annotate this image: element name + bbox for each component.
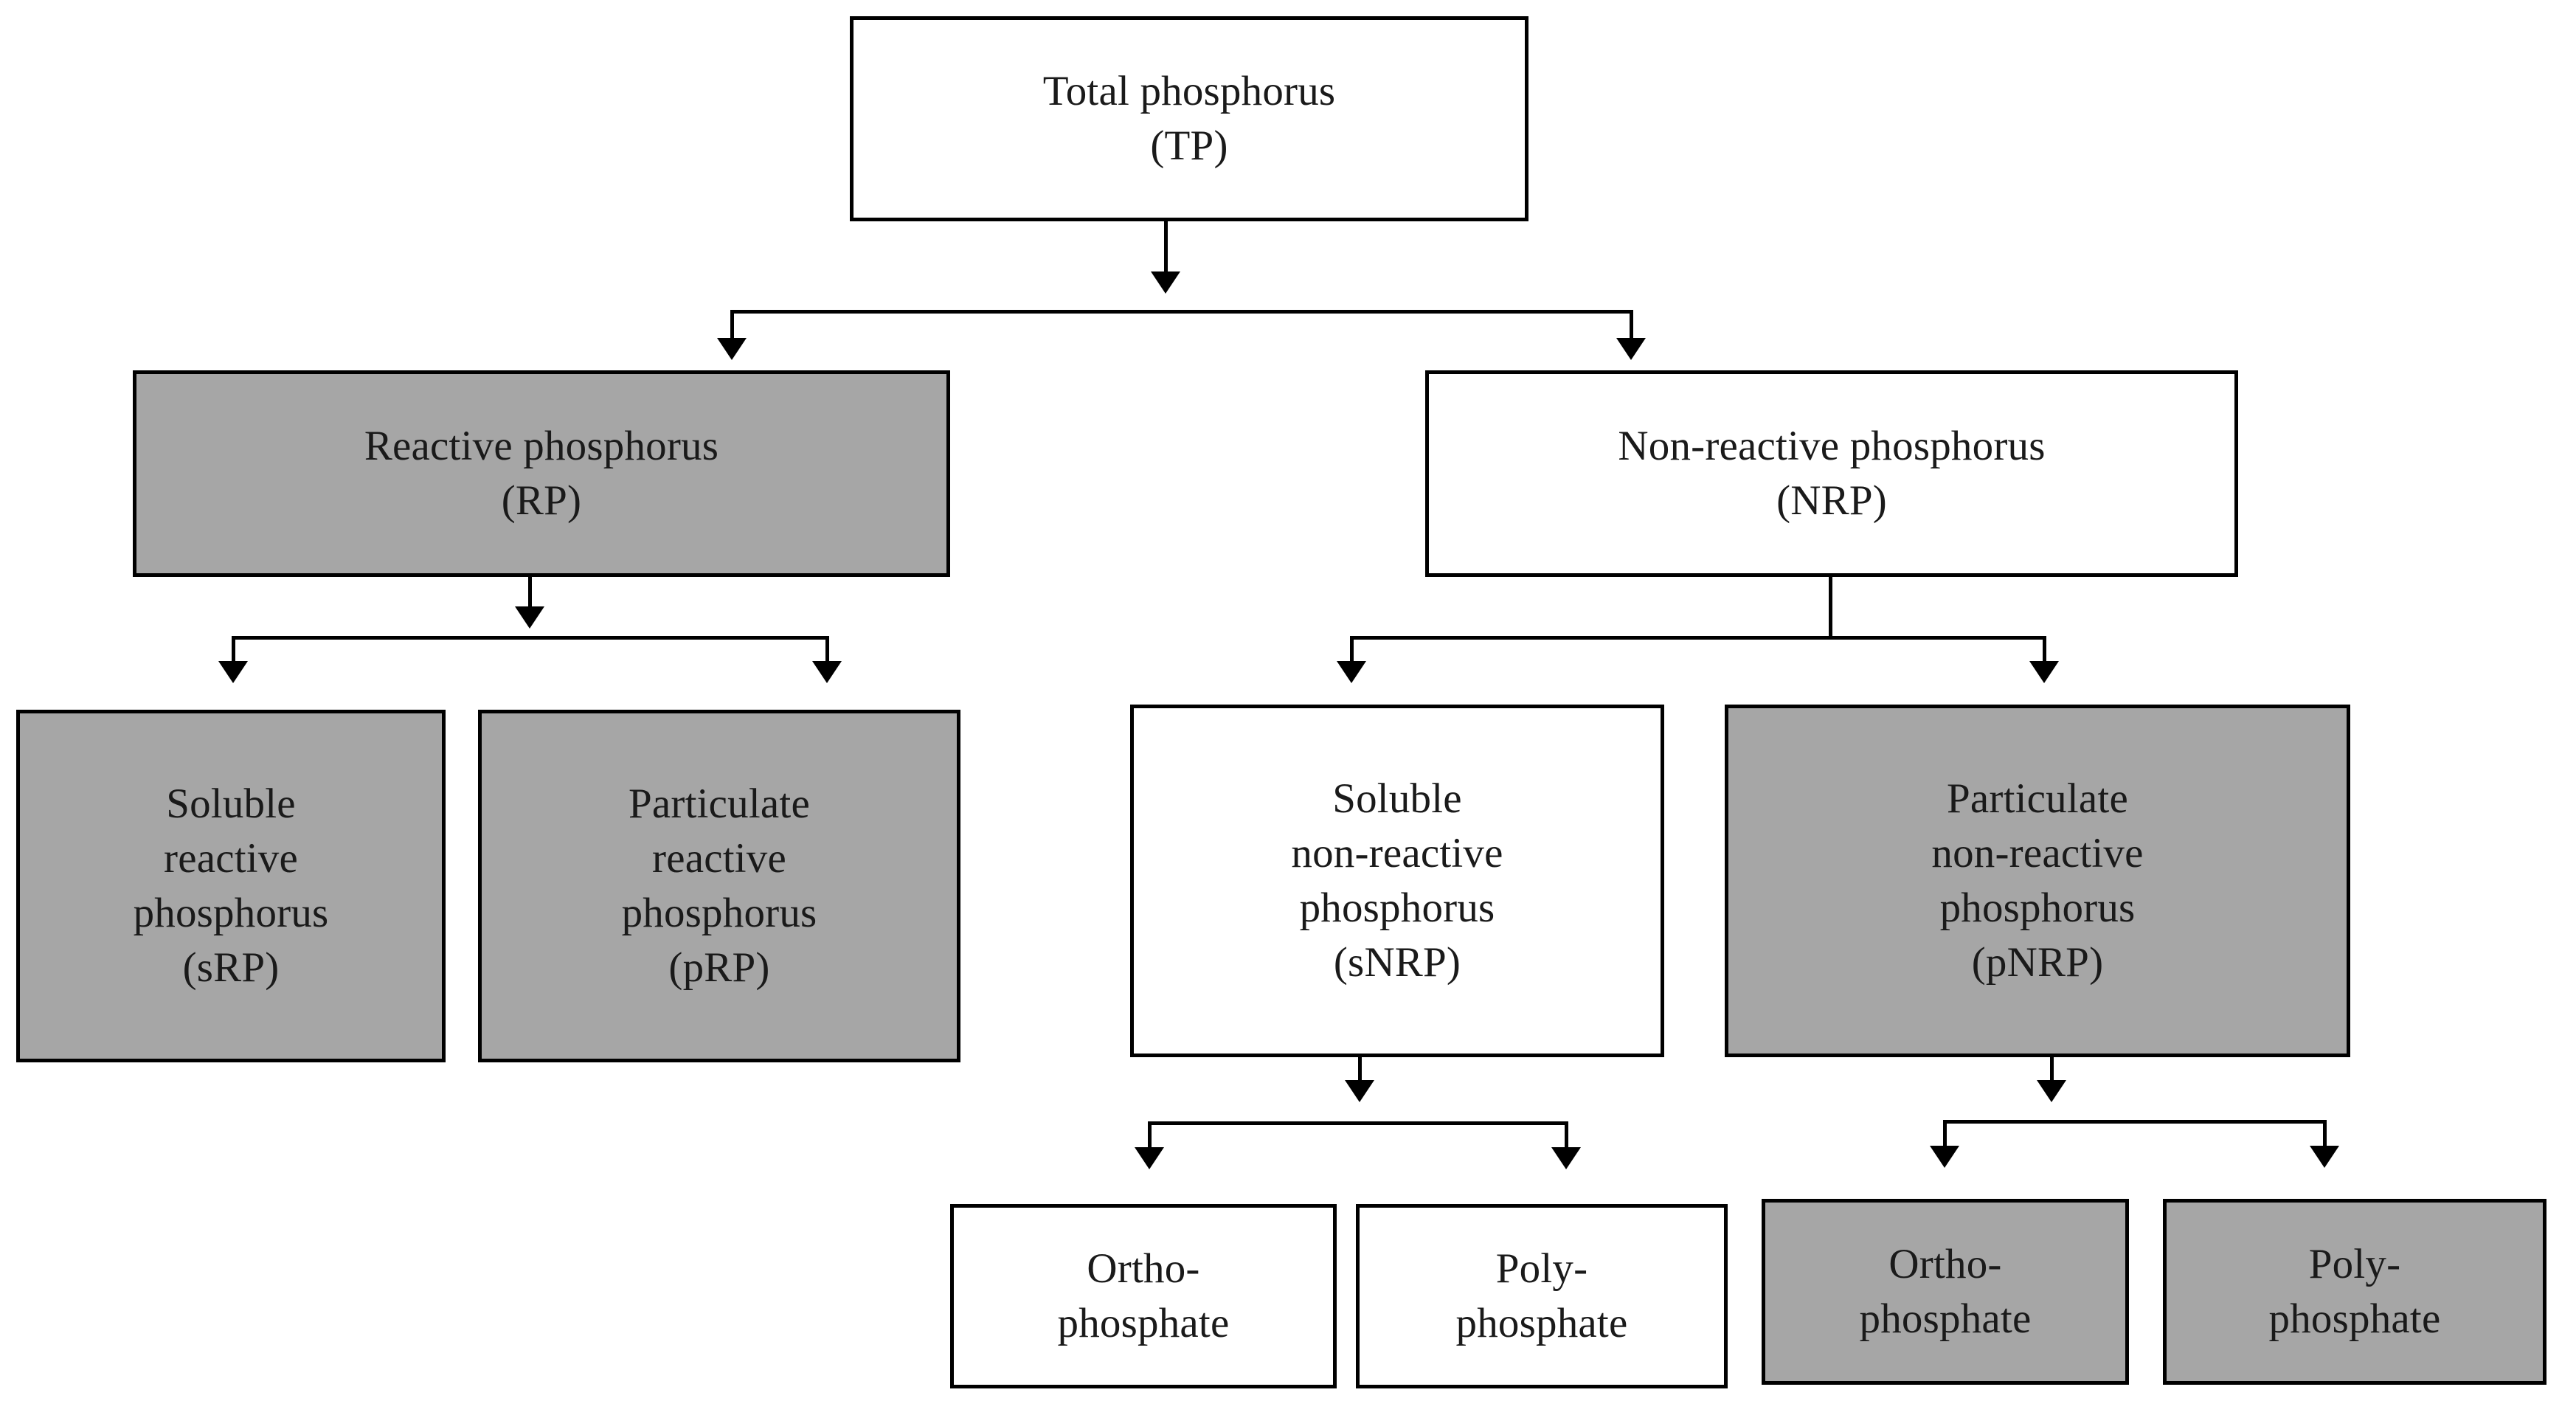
node-line: phosphate (1859, 1295, 2032, 1342)
arrowhead-srp (218, 661, 248, 683)
node-line: phosphorus (1299, 885, 1495, 931)
node-soluble-reactive-phosphorus (16, 710, 446, 1062)
node-orthophosphate-particulate (1762, 1199, 2129, 1385)
node-line: phosphate (1057, 1300, 1230, 1346)
node-reactive-phosphorus (133, 370, 950, 577)
node-line: Particulate (1947, 775, 2128, 822)
node-line: reactive (164, 834, 298, 882)
node-soluble-non-reactive-phosphorus (1130, 705, 1664, 1057)
node-line: (TP) (1150, 122, 1228, 169)
node-line: phosphate (1455, 1300, 1628, 1346)
arrowhead-snrp-down (1345, 1080, 1374, 1102)
connector-rp-split-bar (232, 636, 829, 640)
node-line: Total phosphorus (1042, 67, 1336, 114)
node-line: Poly- (2308, 1240, 2401, 1287)
node-orthophosphate-soluble (950, 1204, 1337, 1388)
connector-nrp-split-bar (1350, 636, 2046, 640)
arrowhead-poly-soluble (1551, 1147, 1581, 1169)
connector-snrp-split-bar (1148, 1121, 1568, 1125)
arrowhead-nrp (1616, 338, 1646, 360)
node-particulate-reactive-phosphorus (478, 710, 960, 1062)
node-line: phosphorus (621, 890, 817, 936)
node-line: reactive (652, 834, 786, 882)
node-line: phosphorus (133, 890, 329, 936)
connector-tp-split-bar (730, 310, 1633, 314)
node-particulate-non-reactive-phosphorus (1725, 705, 2350, 1057)
node-line: Soluble (166, 780, 296, 827)
node-line: Ortho- (1087, 1245, 1200, 1292)
node-line: Non-reactive phosphorus (1618, 422, 2046, 469)
arrowhead-rp-down (515, 606, 544, 629)
node-line: Reactive phosphorus (364, 422, 719, 469)
arrowhead-prp (812, 661, 842, 683)
arrowhead-pnrp (2029, 661, 2059, 683)
node-line: (sRP) (182, 944, 280, 992)
node-line: Soluble (1332, 775, 1462, 822)
arrowhead-poly-particulate (2310, 1146, 2339, 1168)
connector-tp-stem (1164, 221, 1168, 279)
node-line: phosphate (2268, 1295, 2441, 1342)
node-line: (sNRP) (1333, 939, 1461, 986)
node-line: non-reactive (1931, 829, 2144, 876)
arrowhead-rp (717, 338, 747, 360)
node-line: (NRP) (1776, 477, 1887, 524)
node-line: (RP) (501, 477, 582, 524)
node-non-reactive-phosphorus (1425, 370, 2238, 577)
node-line: (pRP) (668, 944, 770, 992)
node-line: Ortho- (1888, 1240, 2002, 1287)
node-line: (pNRP) (1971, 939, 2104, 986)
arrowhead-pnrp-down (2037, 1080, 2066, 1102)
arrowhead-ortho-soluble (1135, 1147, 1164, 1169)
node-line: phosphorus (1939, 885, 2136, 931)
arrowhead-tp-down (1151, 271, 1180, 294)
node-line: Poly- (1495, 1245, 1588, 1292)
node-line: Particulate (629, 780, 810, 827)
node-total-phosphorus (850, 16, 1528, 221)
arrowhead-ortho-particulate (1930, 1146, 1959, 1168)
connector-nrp-stem (1829, 577, 1832, 637)
node-polyphosphate-particulate (2163, 1199, 2546, 1385)
connector-pnrp-split-bar (1943, 1120, 2327, 1124)
node-polyphosphate-soluble (1356, 1204, 1728, 1388)
node-line: non-reactive (1291, 829, 1503, 876)
arrowhead-snrp (1337, 661, 1366, 683)
